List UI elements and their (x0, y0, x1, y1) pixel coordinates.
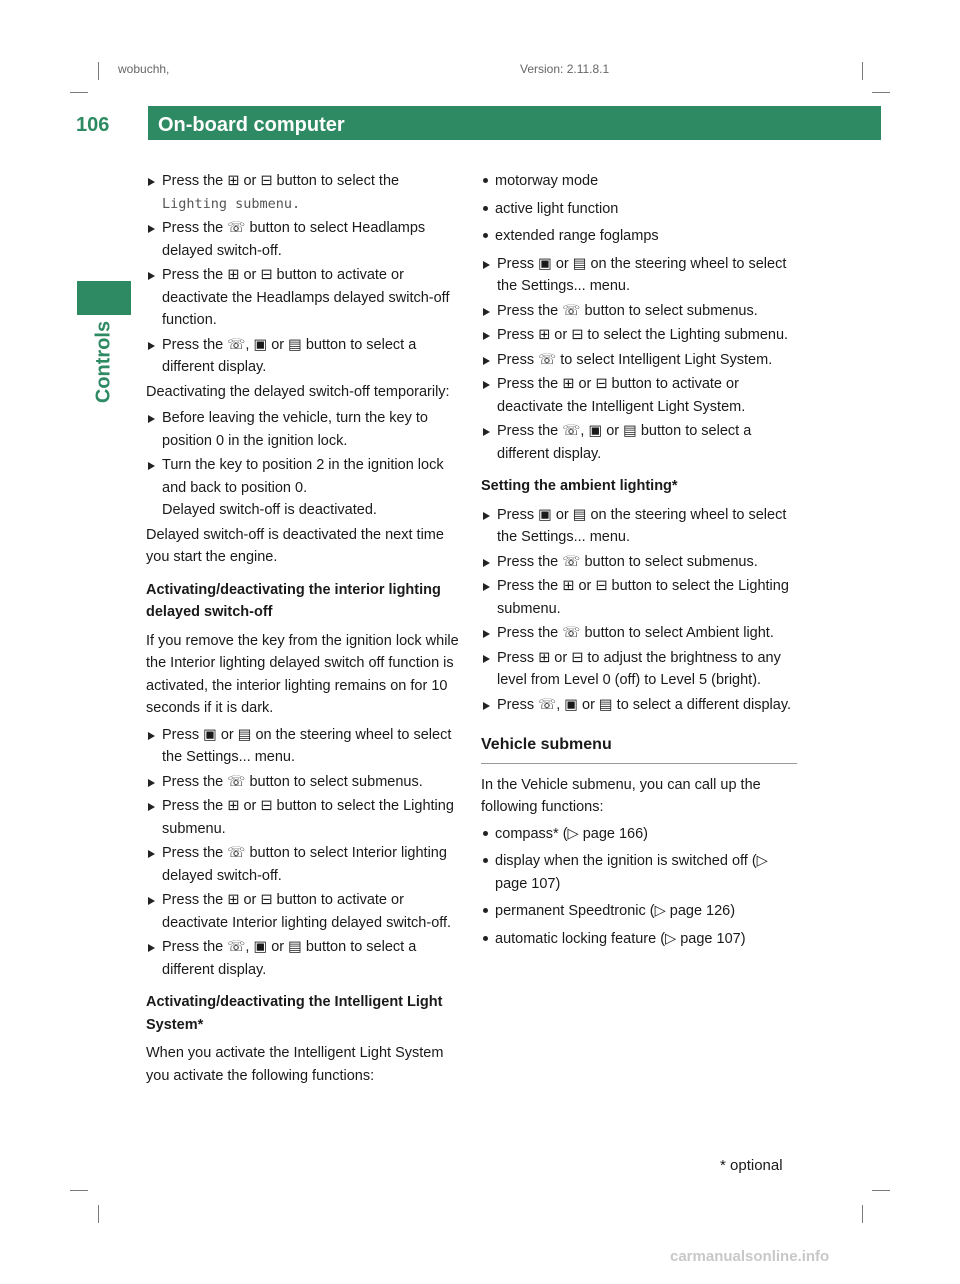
paragraph: If you remove the key from the ignition lock while the Interior lighting delayed switch off function is activated, the interior lighting remains on for 10 seconds if it is dark. (146, 632, 459, 716)
step: Press the ⊞ or ⊟ button to activate or deactivate Interior lighting delayed switch-off. (146, 889, 464, 934)
step: Press the ☏, ▣ or ▤ button to select a different display. (481, 420, 797, 465)
step: Press ⊞ or ⊟ to select the Lighting submenu. (481, 324, 797, 347)
step: Press the ☏ button to select submenus. (481, 300, 797, 323)
list-item: compass* (▷ page 166) (481, 823, 797, 846)
step: Press the ☏ button to select Interior lighting delayed switch-off. (146, 842, 464, 887)
step: Press the ⊞ or ⊟ button to activate or deactivate the Headlamps delayed switch-off function. (146, 264, 464, 332)
step-text: Turn the key to position 2 in the ignition lock and back to position 0. (162, 457, 444, 496)
step: Press the ☏, ▣ or ▤ button to select a different display. (146, 936, 464, 981)
step (146, 170, 464, 215)
paragraph: When you activate the Intelligent Light System you activate the following functions: (146, 1045, 444, 1084)
subheading: Setting the ambient lighting* (481, 478, 678, 494)
step: Press the ☏ button to select submenus. (481, 551, 797, 574)
step: Press the ☏, ▣ or ▤ button to select a different display. (146, 334, 464, 379)
watermark: carmanualsonline.info (670, 1248, 830, 1265)
paragraph: In the Vehicle submenu, you can call up the following functions: (481, 776, 761, 815)
step: Press ▣ or ▤ on the steering wheel to select the Settings... menu. (146, 724, 464, 769)
step: Press ☏ to select Intelligent Light System. (481, 349, 797, 372)
step: Press the ☏ button to select Headlamps delayed switch-off. (146, 217, 464, 262)
paragraph: Deactivating the delayed switch-off temporarily: (146, 383, 450, 400)
page-title: On-board computer (158, 114, 345, 136)
list-item: permanent Speedtronic (▷ page 126) (481, 900, 797, 923)
list-item: active light function (481, 198, 797, 221)
step: Press ▣ or ▤ on the steering wheel to select the Settings... menu. (481, 504, 797, 549)
section-marker (77, 281, 131, 315)
page-number: 106 (76, 114, 110, 136)
footer-note: * optional (720, 1157, 783, 1174)
step: Before leaving the vehicle, turn the key to position 0 in the ignition lock. (146, 407, 464, 452)
paragraph: Delayed switch-off is deactivated the next time you start the engine. (146, 526, 444, 565)
step: Press the ⊞ or ⊟ button to select the Lighting submenu. (481, 575, 797, 620)
subheading: Activating/deactivating the interior lighting delayed switch-off (146, 581, 441, 620)
step-text-2: Lighting submenu. (162, 195, 301, 212)
list-item: extended range foglamps (481, 225, 797, 248)
step-text: Press the ⊞ or ⊟ button to select the (162, 173, 400, 189)
step: Press the ⊞ or ⊟ button to activate or deactivate the Intelligent Light System. (481, 373, 797, 418)
step: Press ⊞ or ⊟ to adjust the brightness to any level from Level 0 (off) to Level 5 (bright). (481, 647, 797, 692)
list-item: display when the ignition is switched off (▷ page 107) (481, 850, 797, 895)
step: Press ▣ or ▤ on the steering wheel to select the Settings... menu. (481, 253, 797, 298)
step (146, 454, 464, 522)
list-item: motorway mode (481, 170, 797, 193)
step-result: Delayed switch-off is deactivated. (162, 502, 377, 518)
sidebar-label: Controls (92, 320, 115, 404)
section-heading: Vehicle submenu (481, 734, 797, 764)
top-right-meta: Version: 2.11.8.1 (520, 62, 610, 76)
step: Press the ☏ button to select Ambient light. (481, 622, 797, 645)
subheading: Activating/deactivating the Intelligent Light System* (146, 994, 443, 1033)
left-column (146, 170, 464, 1091)
step: Press ☏, ▣ or ▤ to select a different display. (481, 694, 797, 717)
top-left-meta: wobuchh, (118, 62, 170, 76)
step: Press the ☏ button to select submenus. (146, 771, 464, 794)
right-column (481, 170, 797, 955)
step: Press the ⊞ or ⊟ button to select the Lighting submenu. (146, 795, 464, 840)
list-item: automatic locking feature (▷ page 107) (481, 928, 797, 951)
